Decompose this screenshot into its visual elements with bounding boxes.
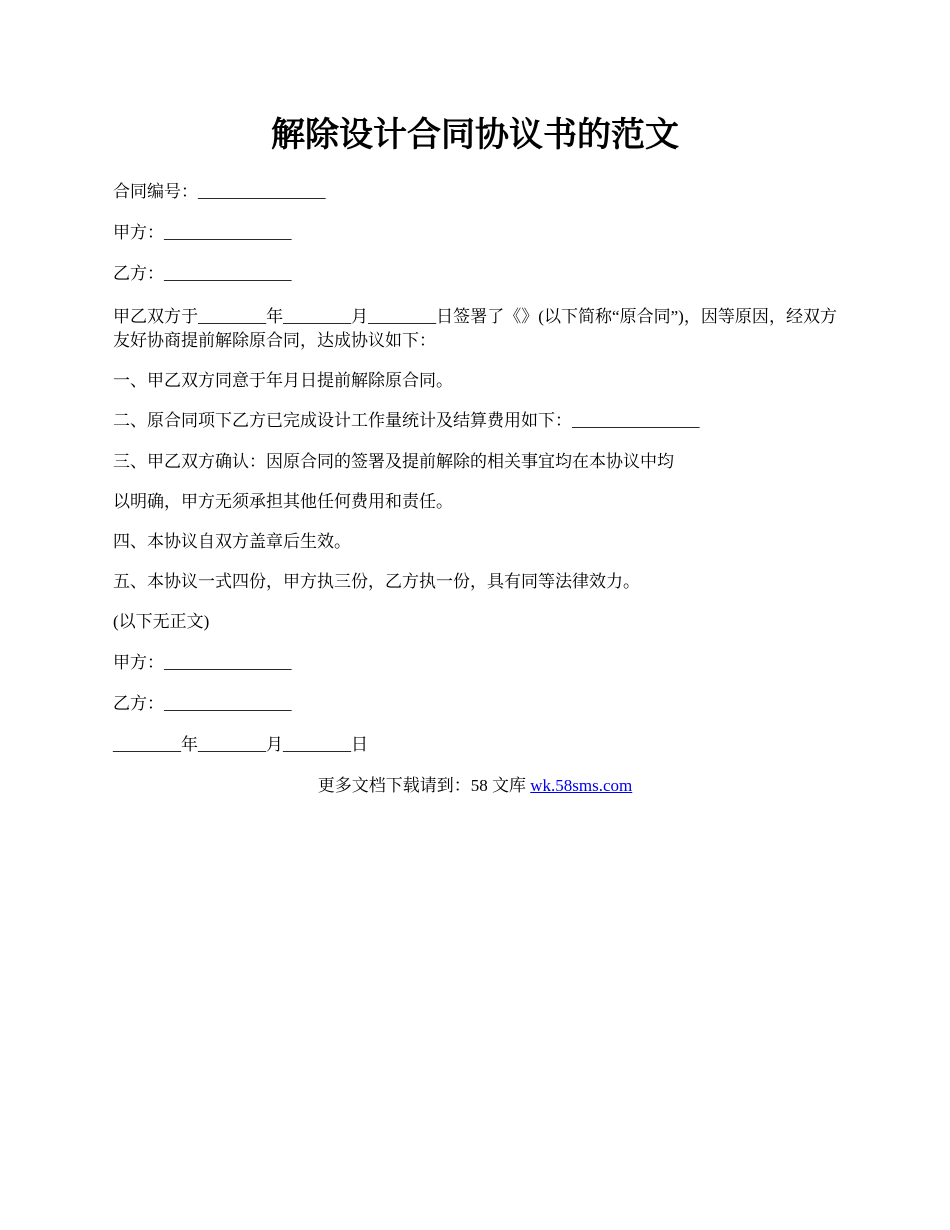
signature-party-a: 甲方：_______________ [113, 653, 292, 672]
footer-text: 更多文档下载请到：58 文库 [317, 776, 531, 795]
party-a-line: 甲方：_______________ [113, 223, 292, 242]
intro-paragraph: 甲乙双方于________年________月________日签署了《》(以下简称“原合同”)，因等原因，经双方友好协商提前解除原合同，达成协议如下： [113, 307, 837, 350]
signature-party-b: 乙方：_______________ [113, 694, 292, 713]
contract-number: 合同编号：_______________ [113, 182, 326, 201]
footer [0, 774, 950, 798]
clause-3-line-1: 三、甲乙双方确认：因原合同的签署及提前解除的相关事宜均在本协议中均 [113, 452, 674, 471]
signature-date: ________年________月________日 [113, 735, 368, 754]
footer-link[interactable]: wk.58sms.com [530, 776, 633, 795]
clause-2: 二、原合同项下乙方已完成设计工作量统计及结算费用如下：_______________ [113, 411, 700, 430]
clause-4: 四、本协议自双方盖章后生效。 [113, 532, 351, 551]
clause-1: 一、甲乙双方同意于年月日提前解除原合同。 [113, 371, 453, 390]
clause-3-line-2: 以明确，甲方无须承担其他任何费用和责任。 [113, 492, 453, 511]
clause-5: 五、本协议一式四份，甲方执三份，乙方执一份，具有同等法律效力。 [113, 572, 640, 591]
document-title: 解除设计合同协议书的范文 [271, 117, 679, 154]
no-more-text-note: (以下无正文) [113, 612, 210, 631]
party-b-line: 乙方：_______________ [113, 264, 292, 283]
